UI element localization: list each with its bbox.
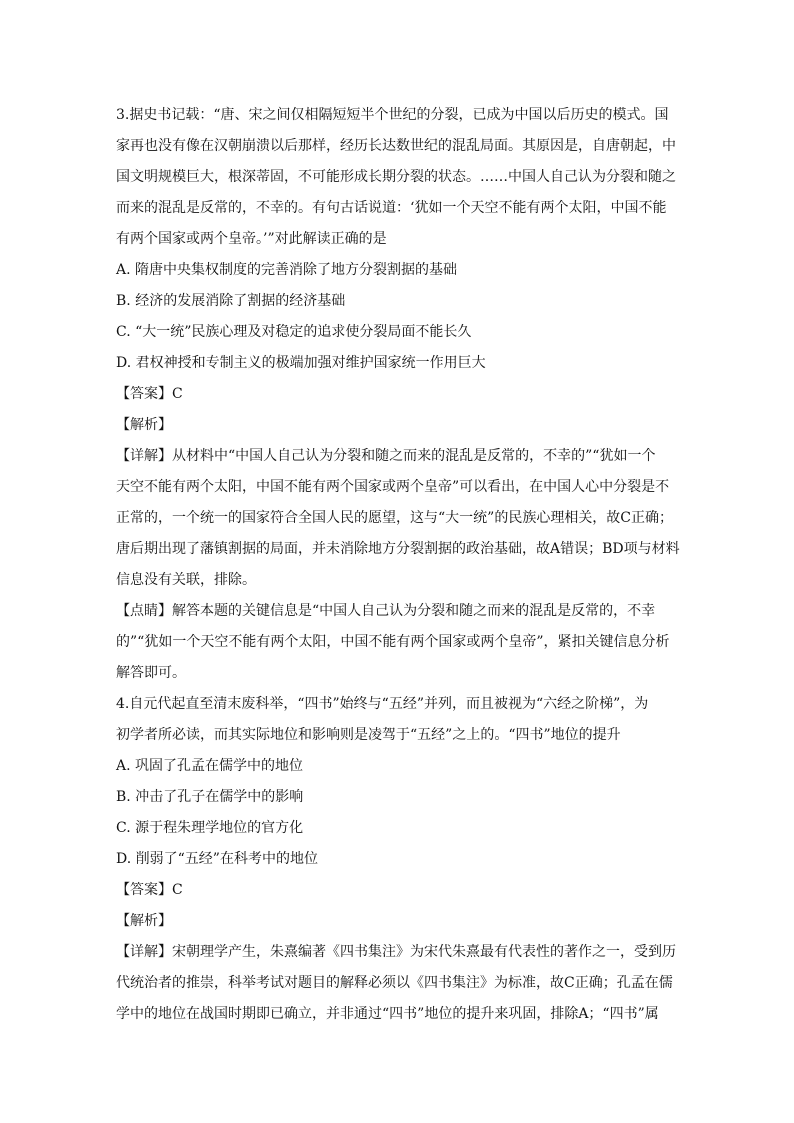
- text-line: 信息没有关联，排除。: [116, 572, 256, 588]
- document-content: [116, 100, 682, 1030]
- text-line: 家再也没有像在汉朝崩溃以后那样，经历长达数世纪的混乱局面。其原因是，自唐朝起，中: [116, 138, 676, 154]
- text-line: 唐后期出现了藩镇割据的局面，并未消除地方分裂割据的政治基础，故A错误；BD项与材料: [116, 541, 680, 557]
- text-line: 国文明规模巨大，根深蒂固，不可能形成长期分裂的状态。……中国人自己认为分裂和随之: [116, 169, 676, 185]
- text-line: 【点睛】解答本题的关键信息是“中国人自己认为分裂和随之而来的混乱是反常的，不幸: [116, 603, 656, 619]
- question-3-point: [116, 596, 682, 689]
- question-4-option-d: D. 削弱了“五经”在科考中的地位: [116, 851, 318, 867]
- text-line: 4.自元代起直至清末废科举，“四书”始终与“五经”并列，而且被视为“六经之阶梯”，为: [116, 696, 649, 712]
- text-line: 而来的混乱是反常的，不幸的。有句古话说道：‘犹如一个天空不能有两个太阳，中国不能: [116, 200, 667, 216]
- question-3-option-c: C. “大一统”民族心理及对稳定的追求使分裂局面不能长久: [116, 324, 472, 340]
- text-line: 3.据史书记载：“唐、宋之间仅相隔短短半个世纪的分裂，已成为中国以后历史的模式。国: [116, 107, 669, 123]
- text-line: 的”“犹如一个天空不能有两个太阳，中国不能有两个国家或两个皇帝”，紧扣关键信息分析: [116, 634, 670, 650]
- question-4-analysis-label: 【解析】: [116, 913, 172, 929]
- text-line: 解答即可。: [116, 665, 186, 681]
- question-3-option-a: A. 隋唐中央集权制度的完善消除了地方分裂割据的基础: [116, 262, 458, 278]
- question-4-answer: 【答案】C: [116, 882, 183, 898]
- question-3-option-d: D. 君权神授和专制主义的极端加强对维护国家统一作用巨大: [116, 355, 486, 371]
- question-4-option-c: C. 源于程朱理学地位的官方化: [116, 820, 304, 836]
- question-3-stem: [116, 100, 682, 255]
- question-4-option-a: A. 巩固了孔孟在儒学中的地位: [116, 758, 304, 774]
- text-line: 代统治者的推崇，科举考试对题目的解释必须以《四书集注》为标准，故C正确；孔孟在儒: [116, 975, 673, 991]
- question-3-detail: [116, 441, 682, 596]
- text-line: 有两个国家或两个皇帝。’”对此解读正确的是: [116, 231, 387, 247]
- question-3-analysis-label: 【解析】: [116, 417, 172, 433]
- text-line: 天空不能有两个太阳，中国不能有两个国家或两个皇帝”可以看出，在中国人心中分裂是不: [116, 479, 670, 495]
- question-4-detail: [116, 937, 682, 1030]
- question-4-option-b: B. 冲击了孔子在儒学中的影响: [116, 789, 304, 805]
- text-line: 正常的，一个统一的国家符合全国人民的愿望，这与“大一统”的民族心理相关，故C正确；: [116, 510, 674, 526]
- text-line: 学中的地位在战国时期即已确立，并非通过“四书”地位的提升来巩固，排除A；“四书”属: [116, 1006, 659, 1022]
- text-line: 【详解】从材料中“中国人自己认为分裂和随之而来的混乱是反常的，不幸的”“犹如一个: [116, 448, 656, 464]
- question-3-option-b: B. 经济的发展消除了割据的经济基础: [116, 293, 346, 309]
- text-line: 【详解】宋朝理学产生，朱熹编著《四书集注》为宋代朱熹最有代表性的著作之一，受到历: [116, 944, 676, 960]
- text-line: 初学者所必读，而其实际地位和影响则是凌驾于“五经”之上的。“四书”地位的提升: [116, 727, 621, 743]
- question-3-answer: 【答案】C: [116, 386, 183, 402]
- question-4-stem: [116, 689, 682, 751]
